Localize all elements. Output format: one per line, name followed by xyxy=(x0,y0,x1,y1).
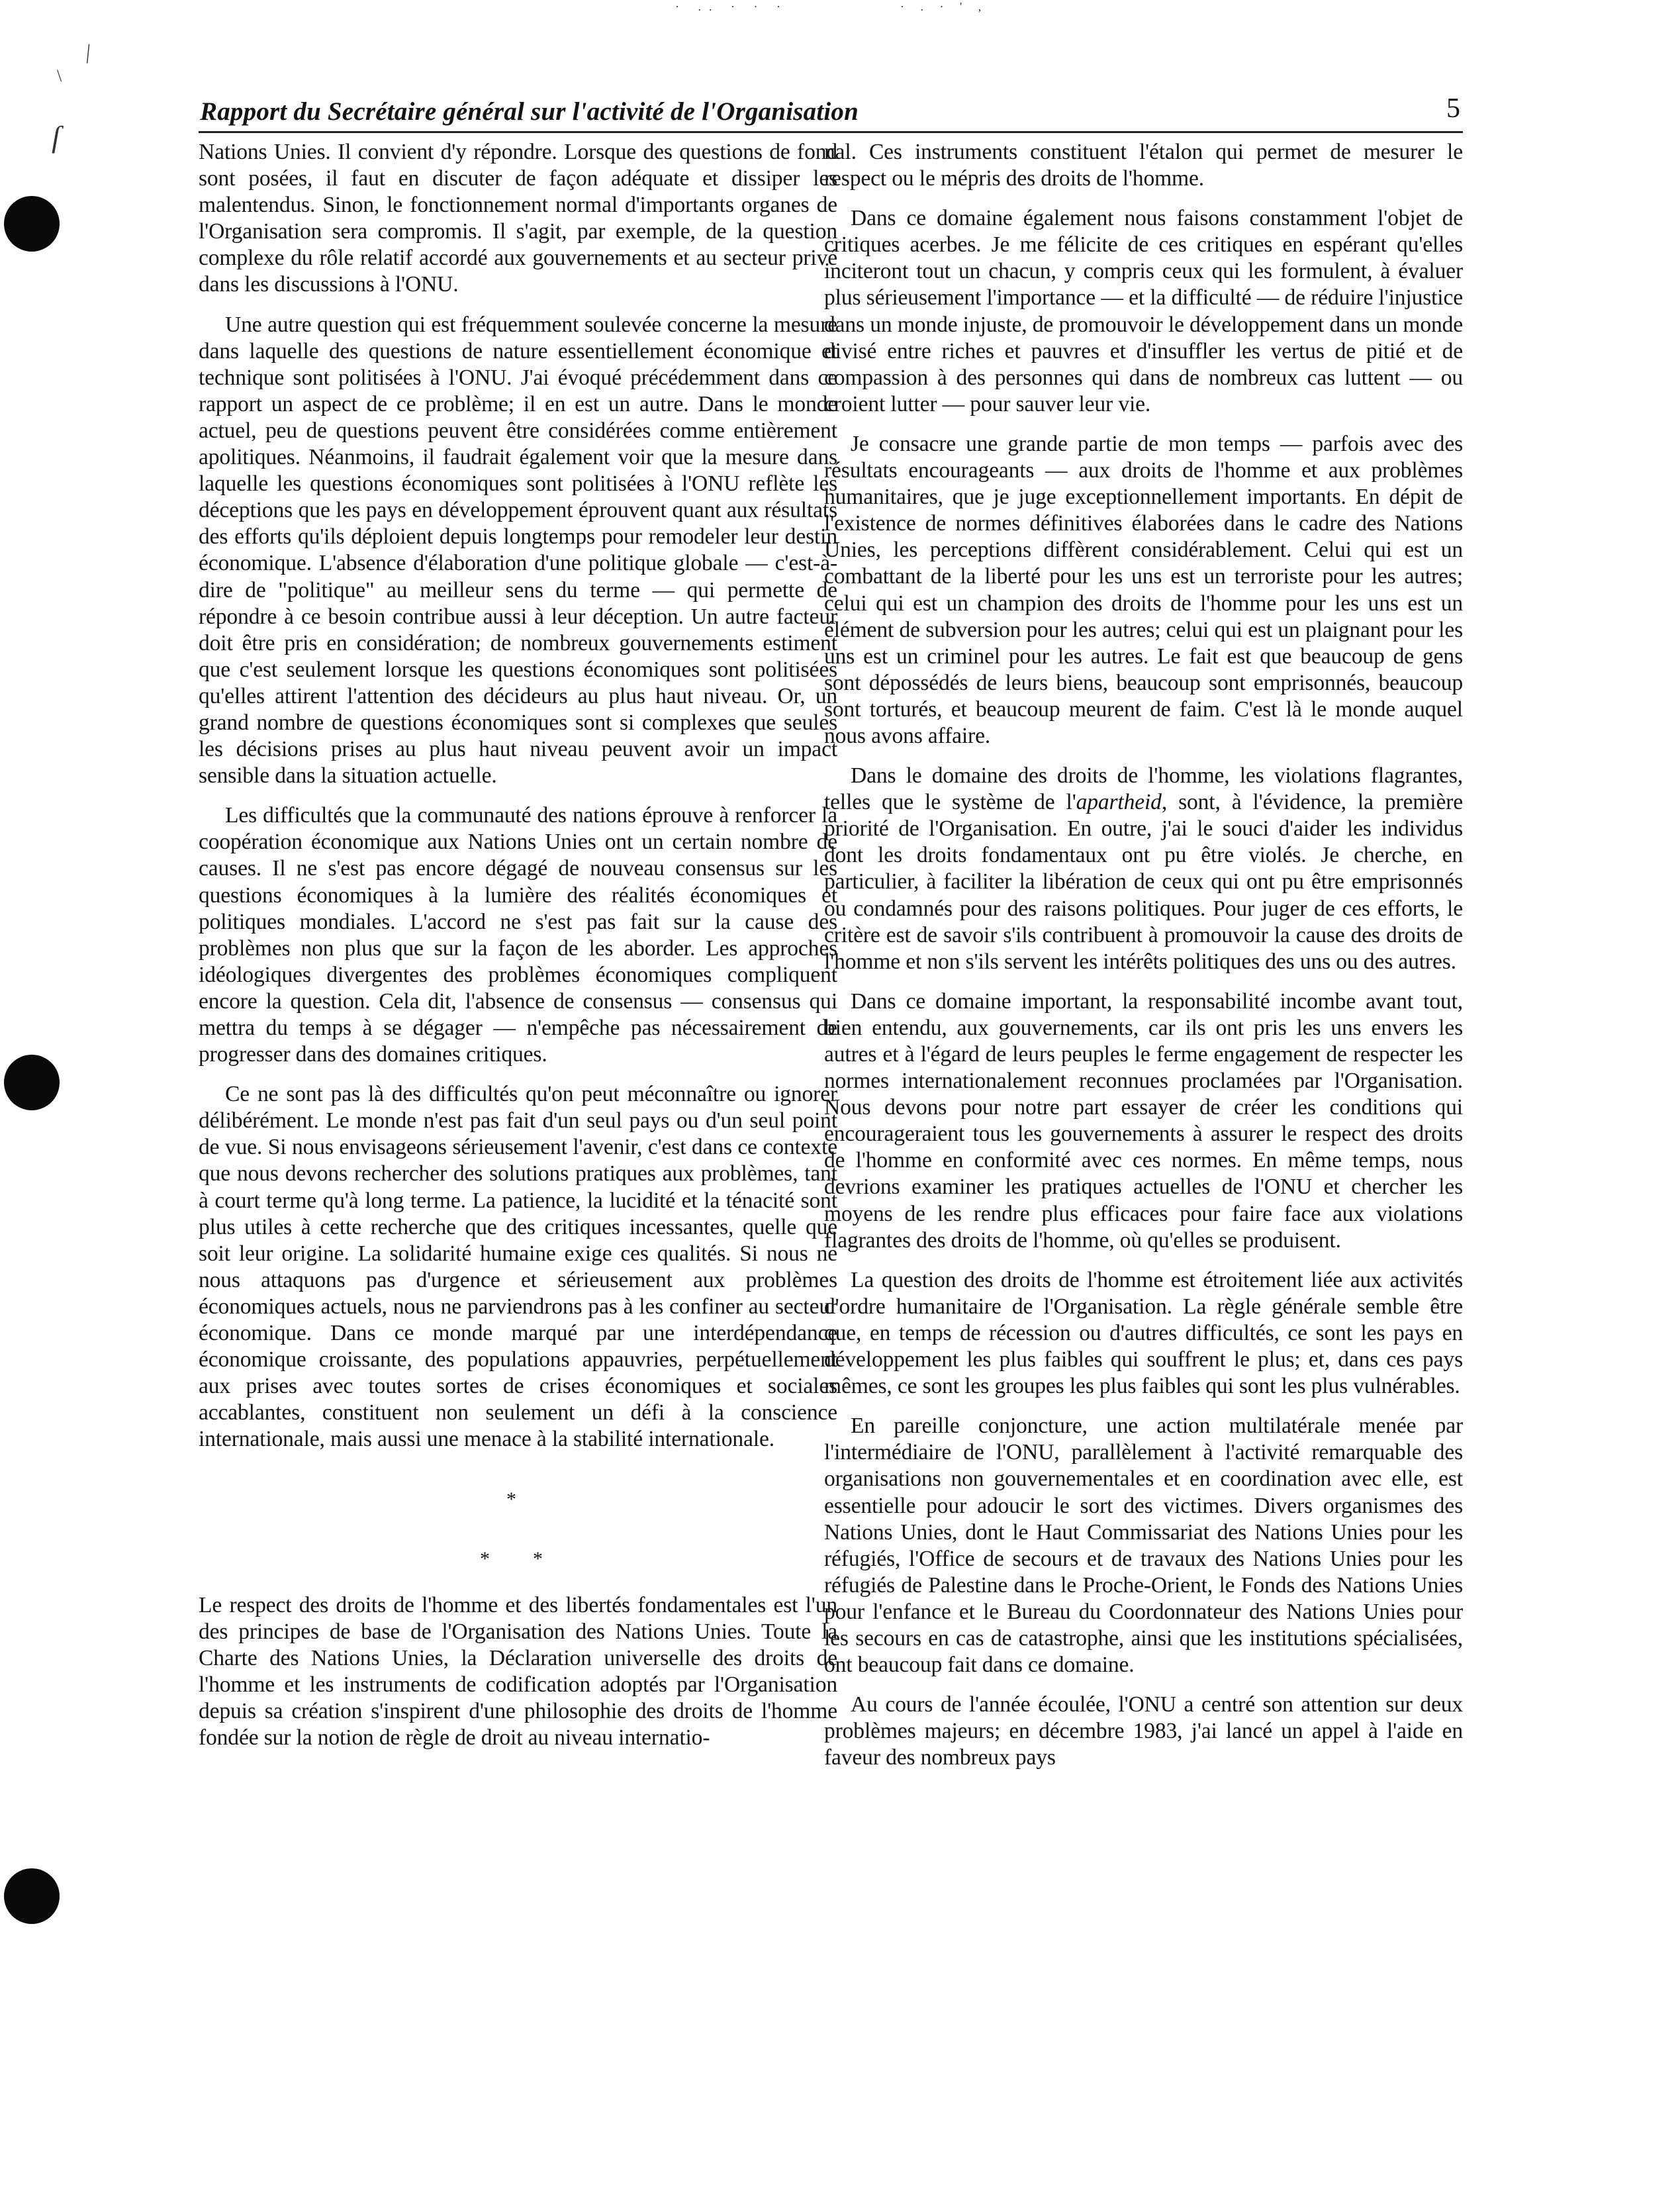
text-run: Dans le domaine des droits de l'homme, les violations flagrantes, telles que le système de l' xyxy=(824,763,1463,815)
paragraph: Je consacre une grande partie de mon temps — parfois avec des résultats encourageants — aux droits de l'homme et aux problèmes humanitaires, que je juge exceptionnellement importants. En dépit de l'existence de normes définitives élaborées dans le cadre des Nations Unies, les perceptions diffèrent considérablement. Celui qui est un combattant de la liberté pour les uns est un terroriste pour les autres; celui qui est un champion des droits de l'homme pour les uns est un élément de subversion pour les autres; celui qui est un plaignant pour les uns est un criminel pour les autres. Le fait est que beaucoup de gens sont dépossédés de leurs biens, beaucoup sont emprisonnés, beaucoup sont torturés, et beaucoup meurent de faim. C'est là le monde auquel nous avons affaire. xyxy=(824,431,1463,748)
italic-term: apartheid xyxy=(1076,790,1162,815)
scan-mark: · .. · · · xyxy=(675,0,788,13)
running-header xyxy=(199,94,1463,133)
paragraph: Le respect des droits de l'homme et des libertés fondamentales est l'un des principes de base de l'Organisation des Nations Unies. Toute la Charte des Nations Unies, la Déclaration universelle des droits de l'homme et les instruments de codification adoptés par l'Organisation depuis sa création s'inspirent d'une philosophie des droits de l'homme fondée sur la notion de règle de droit au niveau internatio- xyxy=(199,1592,837,1750)
scan-mark: \ xyxy=(57,66,62,85)
paragraph: En pareille conjoncture, une action multilatérale menée par l'intermédiaire de l'ONU, parallèlement à l'activité remarquable des organisations non gouvernementales et en coordination avec elle, est essentielle pour adoucir le sort des victimes. Divers organismes des Nations Unies, dont le Haut Commissariat des Nations Unies pour les réfugiés, l'Office de secours et de travaux des Nations Unies pour les réfugiés de Palestine dans le Proche-Orient, le Fonds des Nations Unies pour l'enfance et le Bureau du Coordonnateur des Nations Unies pour les secours en cas de catastrophe, ainsi que les institutions spécialisées, ont beaucoup fait dans ce domaine. xyxy=(824,1414,1463,1678)
paragraph: Au cours de l'année écoulée, l'ONU a centré son attention sur deux problèmes majeurs; en décembre 1983, j'ai lancé un appel à l'aide en faveur des nombreux pays xyxy=(824,1692,1463,1770)
separator-star: * xyxy=(506,1488,516,1510)
header-title: Rapport du Secrétaire général sur l'activité de l'Organisation xyxy=(200,97,859,126)
paragraph: Dans ce domaine important, la responsabilité incombe avant tout, bien entendu, aux gouvernements, car ils ont pris les uns envers les autres et à l'égard de leurs peuples le ferme engagement de respecter les normes internationalement reconnues proclamées par l'Organisation. Nous devons pour notre part essayer de créer les conditions qui encourageraient tous les gouvernements à assurer le respect des droits de l'homme en conformité avec ces normes. En même temps, nous devrions examiner les pratiques actuelles de l'ONU et chercher les moyens de les rendre plus efficaces pour faire face aux violations flagrantes des droits de l'homme, où qu'elles se produisent. xyxy=(824,988,1463,1253)
paragraph: Dans ce domaine également nous faisons constamment l'objet de critiques acerbes. Je me félicite de ces critiques en espérant qu'elles inciteront tout un chacun, y compris ceux qui les formulent, à évaluer plus sérieusement l'importance — et la difficulté — de réduire l'injustice dans un monde injuste, de promouvoir le développement dans un monde divisé entre riches et pauvres et d'insuffler les vertus de pitié et de compassion à des personnes qui dans de nombreux cas luttent — ou croient lutter — pour sauver leur vie. xyxy=(824,206,1463,416)
left-column xyxy=(199,139,837,1764)
paragraph-apartheid xyxy=(824,763,1463,975)
paragraph: Les difficultés que la communauté des nations éprouve à renforcer la coopération économique aux Nations Unies ont un certain nombre de causes. Il ne s'est pas encore dégagé de nouveau consensus sur les questions économiques à la lumière des réalités économiques et politiques mondiales. L'accord ne s'est pas fait sur la cause des problèmes non plus que sur la façon de les aborder. Les approches idéologiques divergentes des problèmes économiques compliquent encore la question. Cela dit, l'absence de consensus — consensus qui mettra du temps à se dégager — n'empêche pas nécessairement de progresser dans des domaines critiques. xyxy=(199,803,837,1067)
paragraph: La question des droits de l'homme est étroitement liée aux activités d'ordre humanitaire de l'Organisation. La règle générale semble être que, en temps de récession ou d'autres difficultés, ce sont les pays en développement les plus faibles qui souffrent le plus; et, dans ces pays mêmes, ce sont les groupes les plus faibles qui sont les plus vulnérables. xyxy=(824,1267,1463,1399)
binder-hole-middle xyxy=(4,1055,60,1110)
paragraph: Une autre question qui est fréquemment soulevée concerne la mesure dans laquelle des questions de nature essentiellement économique et technique sont politisées à l'ONU. J'ai évoqué précédemment dans ce rapport un aspect de ce problème; il en est un autre. Dans le monde actuel, peu de questions peuvent être considérées comme entièrement apolitiques. Néanmoins, il faudrait également voir que la mesure dans laquelle les questions économiques sont politisées à l'ONU reflète les déceptions que les pays en développement éprouvent quant aux résultats des efforts qu'ils déploient depuis longtemps pour remodeler leur destin économique. L'absence d'élaboration d'une politique globale — c'est-à-dire de "politique" au meilleur sens du terme — qui permette de répondre à ce besoin contribue aussi à leur déception. Un autre facteur doit être pris en considération; de nombreux gouvernements estiment que c'est seulement lorsque les questions économiques sont politisées qu'elles attirent l'attention des décideurs au plus haut niveau. Or, un grand nombre de questions économiques sont si complexes que seules les décisions prises au plus haut niveau peuvent avoir un impact sensible dans la situation actuelle. xyxy=(199,312,837,789)
paragraph: nal. Ces instruments constituent l'étalon qui permet de mesurer le respect ou le mépris des droits de l'homme. xyxy=(824,140,1463,191)
section-separator xyxy=(199,1466,837,1592)
page-number: 5 xyxy=(1446,93,1460,124)
separator-star: * xyxy=(480,1547,490,1570)
paragraph: Ce ne sont pas là des difficultés qu'on peut méconnaître ou ignorer délibérément. Le monde n'est pas fait d'un seul pays ou d'un seul point de vue. Si nous envisageons sérieusement l'avenir, c'est dans ce contexte que nous devons rechercher des solutions pratiques aux problèmes, tant à court terme qu'à long terme. La patience, la lucidité et la ténacité sont plus utiles à cette recherche que des critiques incessantes, quelle que soit leur origine. La solidarité humaine exige ces qualités. Si nous ne nous attaquons pas d'urgence et sérieusement aux problèmes économiques actuels, nous ne parviendrons pas à les confiner au secteur économique. Dans ce monde marqué par une interdépendance économique croissante, des populations appauvries, perpétuellement aux prises avec toutes sortes de crises économiques et sociales accablantes, constituent non seulement un défi à la conscience internationale, mais aussi une menace à la stabilité internationale. xyxy=(199,1082,837,1452)
scan-mark: · . · ' , xyxy=(900,0,988,13)
right-column xyxy=(824,139,1463,1784)
scan-mark: ⁄ xyxy=(79,41,97,66)
separator-star: * xyxy=(533,1547,543,1570)
binder-hole-top xyxy=(4,196,60,252)
scan-mark: ſ xyxy=(52,120,60,154)
text-run: , sont, à l'évidence, la première priorité de l'Organisation. En outre, j'ai le souci d'aider les individus dont les droits fondamentaux ont pu être violés. Je cherche, en particulier, à faciliter la libération de ceux qui ont pu être emprisonnés ou condamnés pour des raisons politiques. Pour juger de ces efforts, le critère est de savoir s'ils contribuent à promouvoir la cause des droits de l'homme et non s'ils servent les intérêts politiques des uns ou des autres. xyxy=(824,790,1463,974)
binder-hole-bottom xyxy=(4,1868,60,1924)
paragraph: Nations Unies. Il convient d'y répondre. Lorsque des questions de fond sont posées, il faut en discuter de façon adéquate et dissiper les malentendus. Sinon, le fonctionnement normal d'importants organes de l'Organisation sera compromis. Il s'agit, par exemple, de la question complexe du rôle relatif accordé aux gouvernements et au secteur privé dans les discussions à l'ONU. xyxy=(199,140,837,297)
